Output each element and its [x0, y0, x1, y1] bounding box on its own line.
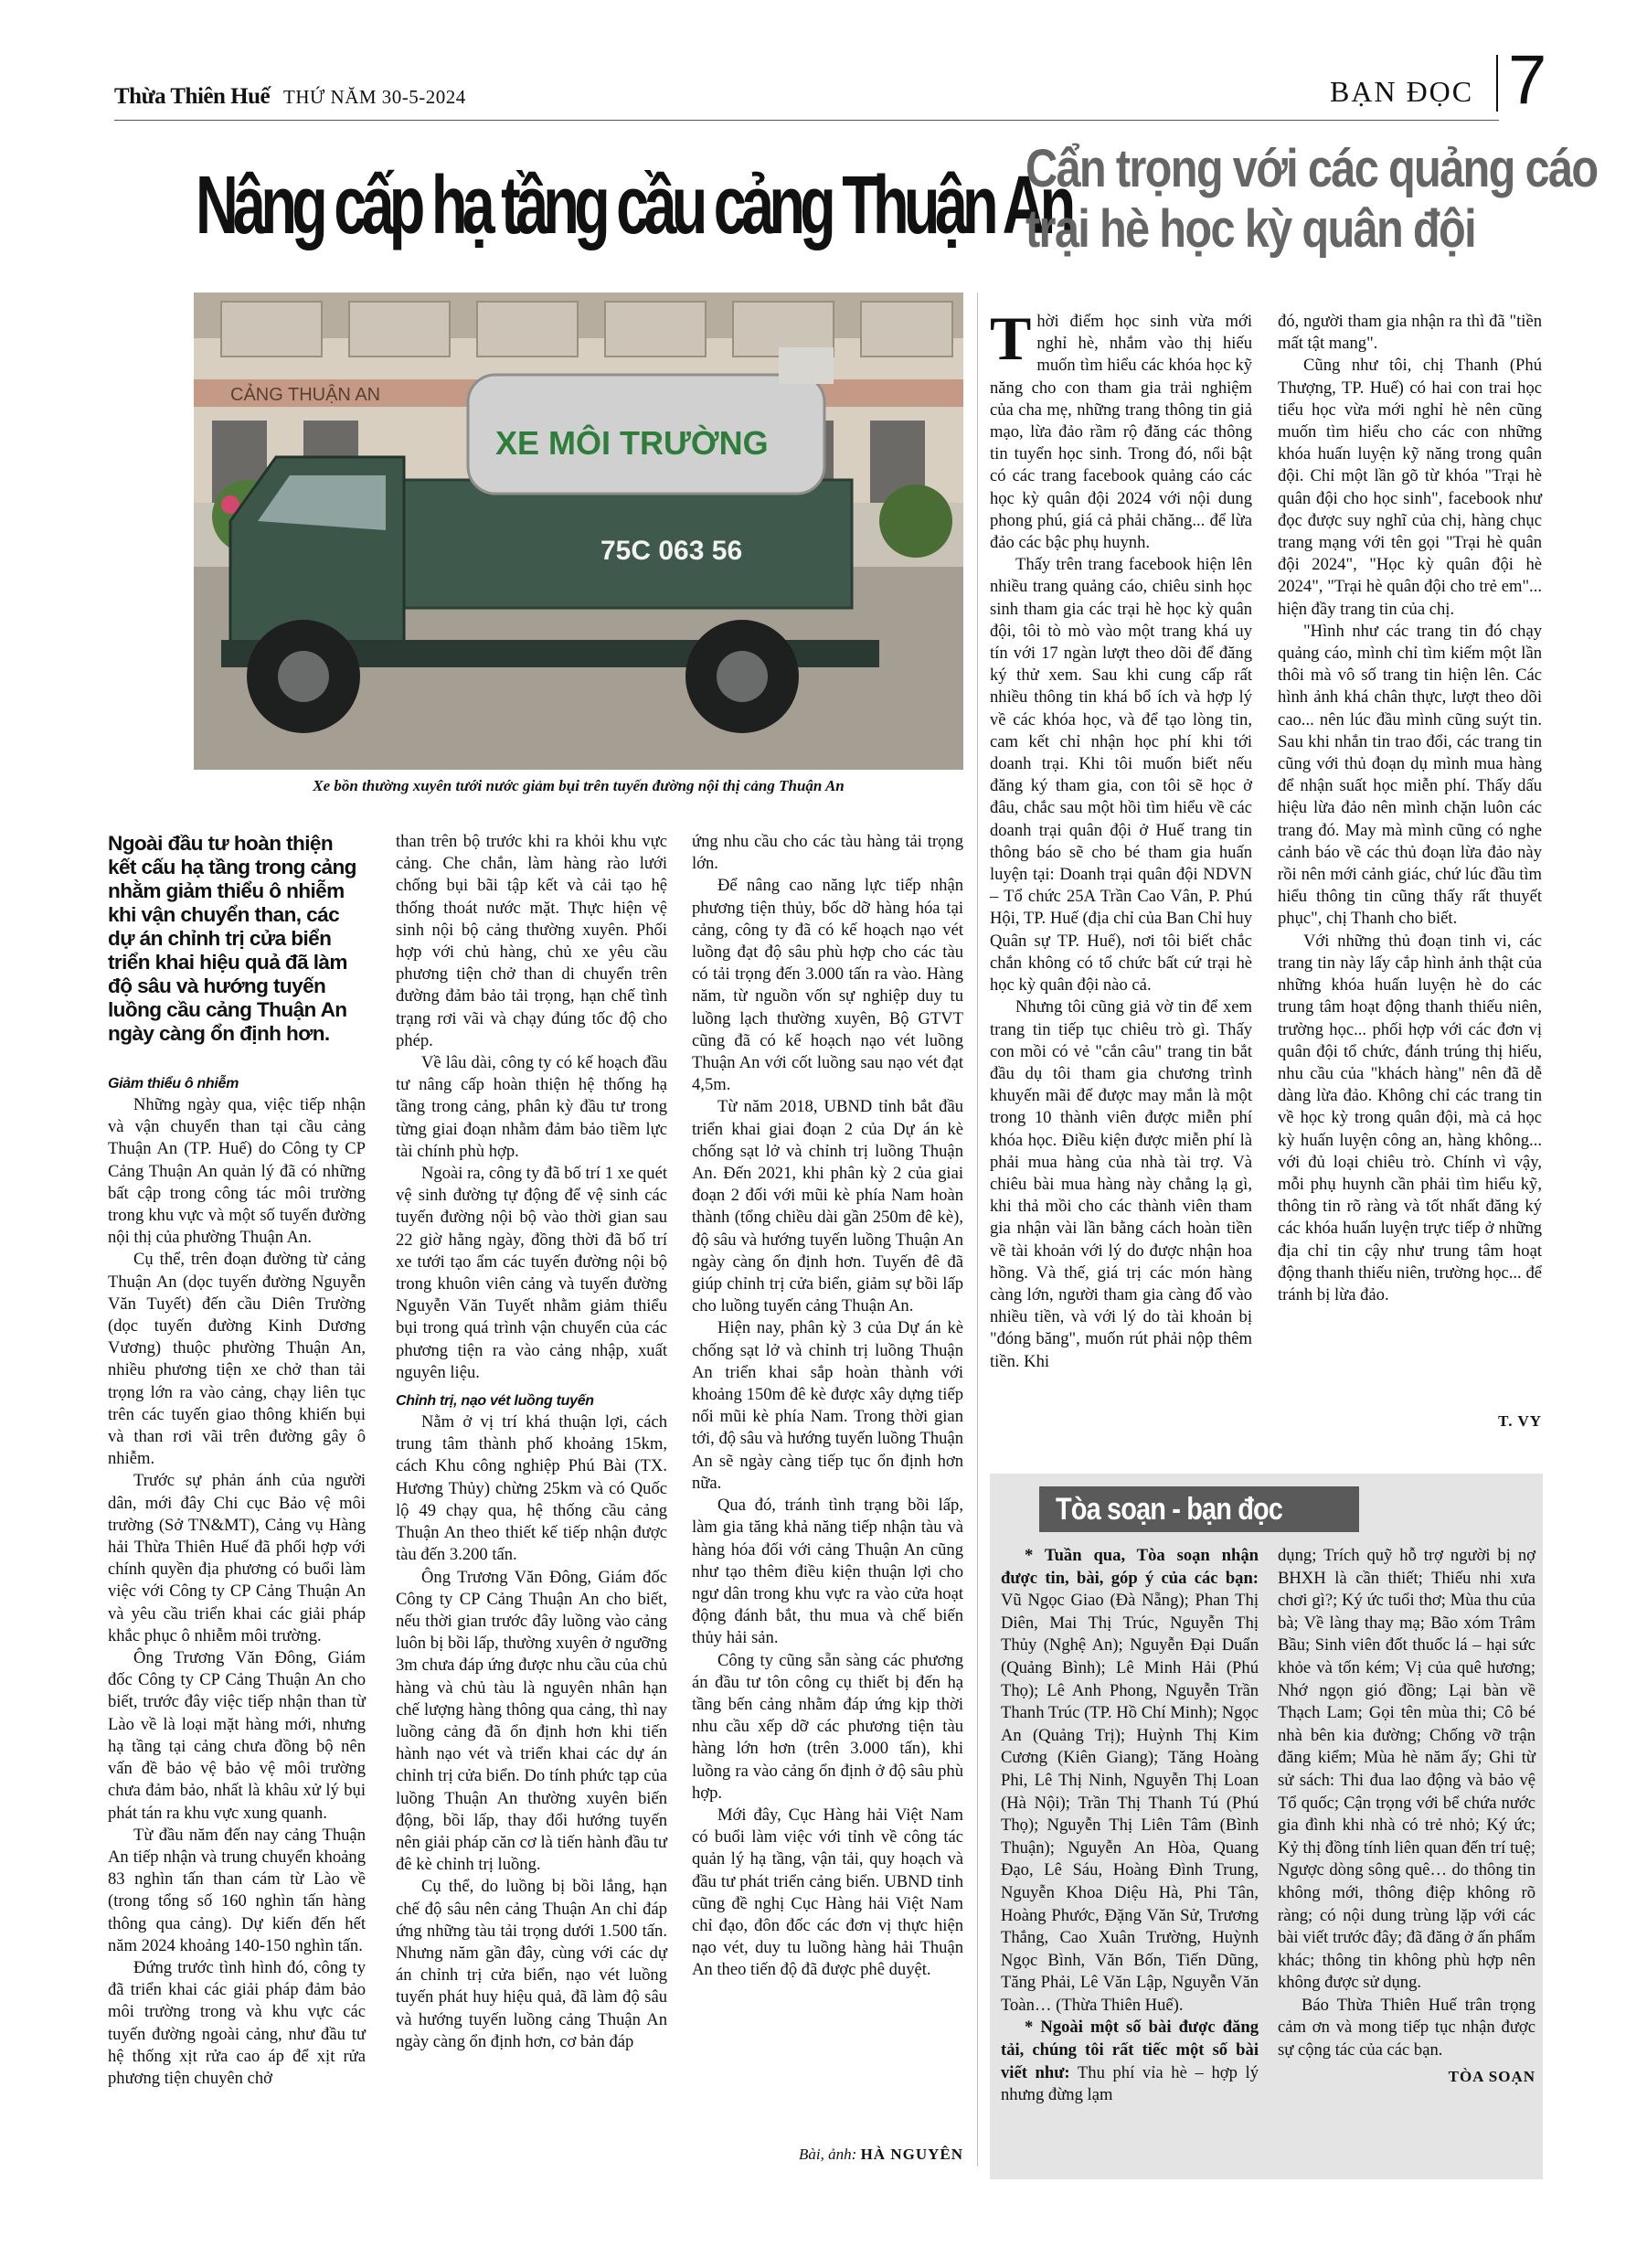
- article2-column-2: [1278, 311, 1542, 1306]
- dump-truck-illustration: [194, 293, 963, 770]
- paragraph: Thời điểm học sinh vừa mới nghỉ hè, nhắm vào thị hiếu muốn tìm hiểu các khóa học kỹ năng cho con tham gia trải nghiệm của cha mẹ, những trang thông tin giả mạo, lừa đảo rầm rộ đăng các thông tin tuyển học sinh. Trong đó, nổi bật có các trang facebook quảng cáo các học kỳ quân đội 2024 với nội dung phong phú, giá cả phải chăng... để lừa đảo các bậc phụ huynh.: [990, 303, 1252, 553]
- toasoan-received-list: * Tuần qua, Tòa soạn nhận được tin, bài, góp ý của các bạn: Vũ Ngọc Giao (Đà Nẵng); Phan Thị Diên, Mai Thị Trúc, Nguyễn Thị Thủy (Nghệ An); Nguyễn Đại Duẩn (Quảng Bình); Lê Minh Hải (Phú Thọ); Lê Anh Phong, Nguyễn Trần Thanh Trúc (TP. Hồ Chí Minh); Ngọc An (Quảng Trị); Huỳnh Thị Kim Cương (Kiên Giang); Tăng Hoàng Phi, Lê Thị Ninh, Nguyễn Thị Loan (Hà Nội); Trần Thị Thanh Tú (Phú Thọ); Nguyễn Thị Liên Tâm (Bình Thuận); Nguyễn An Hòa, Quang Đạo, Lê Sáu, Hoàng Đình Trung, Nguyễn Khoa Diệu Hà, Phi Tân, Hoàng Phước, Đặng Văn Sử, Trương Thắng, Cao Xuân Trường, Huỳnh Ngọc Bình, Văn Bốn, Tiến Dũng, Tăng Phải, Lê Văn Lập, Nguyễn Văn Toàn… (Thừa Thiên Huế).: [1001, 1546, 1259, 2015]
- paragraph: Mới đây, Cục Hàng hải Việt Nam có buổi làm việc với tỉnh về công tác quản lý hạ tầng, vận tải, quy hoạch và đầu tư phát triển cảng biển. UBND tỉnh cũng đề nghị Cục Hàng hải Việt Nam chỉ đạo, đôn đốc các đơn vị thực hiện nạo vét, duy tu luồng hàng hải Thuận An theo tiến độ đã được phê duyệt.: [692, 1805, 963, 1980]
- paragraph: Cũng như tôi, chị Thanh (Phú Thượng, TP. Huế) có hai con trai học tiểu học vừa mới nghỉ hè nên cũng muốn tìm hiểu cho các con những khóa huấn luyện kỹ năng trong quân đội. Chỉ một lần gõ từ khóa "Trại hè quân đội cho học sinh", facebook như đọc được suy nghĩ của chị, hàng chục trang mạng với tên gọi "Trại hè quân đội 2024", "Học kỳ quân đội hè 2024", "Trại hè quân đội cho trẻ em"... hiện đầy trang tin của chị.: [1278, 356, 1542, 619]
- article1-column-2: [396, 831, 667, 2053]
- article2-byline: T. VY: [1498, 1412, 1542, 1430]
- paragraph: Từ năm 2018, UBND tỉnh bắt đầu triển khai giai đoạn 2 của Dự án kè chống sạt lở và chỉnh trị luồng Thuận An. Đến 2021, khi phân kỳ 2 của giai đoạn 2 đối với mũi kè phía Nam hoàn thành (tổng chiều dài gần 250m đê kè), độ sâu và hướng tuyến luồng Thuận An ngày càng ổn định hơn. Tuyến đê đã giúp chỉnh trị cửa biển, giảm sự bồi lấp cho luồng tuyến cảng Thuận An.: [692, 1097, 963, 1316]
- paragraph: Trước sự phản ánh của người dân, mới đây Chi cục Bảo vệ môi trường (Sở TN&MT), Cảng vụ Hàng hải Thừa Thiên Huế đã phối hợp với chính quyền địa phương có buổi làm việc với Công ty CP Cảng Thuận An và yêu cầu triển khai các giải pháp khắc phục ô nhiễm môi trường.: [108, 1471, 366, 1645]
- paragraph: Công ty cũng sẵn sàng các phương án đầu tư tôn công cụ thiết bị đến hạ tầng bến cảng nhằm đáp ứng kịp thời nhu cầu xếp dỡ các phương tiện tàu hàng lớn hơn (trên 3.000 tấn), khi luồng ra vào cảng ổn định ở độ sâu phù hợp.: [692, 1650, 963, 1803]
- paragraph: Ông Trương Văn Đông, Giám đốc Công ty CP Cảng Thuận An cho biết, nếu thời gian trước đây luồng vào cảng luôn bị bồi lấp, thường xuyên ở ngưỡng 3m chưa đáp ứng được nhu cầu của chủ hàng và chủ tàu là nguyên nhân hạn chế lượng hàng thông qua cảng, thì nay luồng cảng đã ổn định hơn khi tiến hành nạo vét và triển khai các dự án chỉnh trị cửa biển. Do tính phức tạp của luồng Thuận An thường xuyên biến động, bồi lấp, thay đổi hướng tuyến nên giải pháp căn cơ là tiến hành đầu tư đê kè chỉnh trị luồng.: [396, 1567, 667, 1875]
- paragraph: Nhưng tôi cũng giả vờ tin để xem trang tin tiếp tục chiêu trò gì. Thấy con mồi có vẻ "cắn câu" trang tin bắt đầu dụ tôi tham gia chương trình khuyến mãi để được may mắn là một trong 10 thành viên được miễn phí khóa học. Điều kiện được miễn phí là phải mua hàng của nhà tài trợ. Và chiêu bài mua hàng này chẳng lạ gì, khi thả mồi cho các thành viên tham gia nhận vài lần bằng cách hoàn tiền về tài khoản với lý do được nhận hoa hồng. Và thế, giá trị các món hàng càng lớn, người tham gia càng đổ vào nhiều tiền, và với lý do tài khoản bị "đóng băng", muốn rút phải nộp thêm tiền. Khi: [990, 997, 1252, 1371]
- paragraph: Cụ thể, trên đoạn đường từ cảng Thuận An (dọc tuyến đường Nguyễn Văn Tuyết) đến cầu Diên Trường (dọc tuyến đường Kinh Dương Vương) thuộc phường Thuận An, nhiều phương tiện xe chở than tải trọng lớn ra vào cảng, chạy liên tục trên các tuyến giao thông khiến bụi và than rơi vãi trên đường gây ô nhiễm.: [108, 1250, 366, 1469]
- paragraph: Đứng trước tình hình đó, công ty đã triển khai các giải pháp đảm bảo môi trường trong và khu vực các tuyến đường ngoài cảng, như đầu tư hệ thống xịt rửa cao áp để xịt rửa phương tiện chuyên chở: [108, 1957, 366, 2088]
- article1-lead: Ngoài đầu tư hoàn thiện kết cấu hạ tầng trong cảng nhằm giảm thiểu ô nhiễm khi vận chuyển than, các dự án chỉnh trị cửa biển triển khai hiệu quả đã làm độ sâu và hướng tuyến luồng cầu cảng Thuận An ngày càng ổn định hơn.: [108, 832, 356, 1045]
- article2-column-1: [990, 303, 1252, 1373]
- masthead-date: THỨ NĂM 30-5-2024: [283, 86, 466, 108]
- article1-column-3: [692, 831, 963, 1982]
- byline-author: HÀ NGUYÊN: [860, 2146, 963, 2163]
- tank-label: XE MÔI TRƯỜNG: [495, 424, 769, 462]
- article2-title-line2: trại hè học kỳ quân đội: [1025, 199, 1475, 259]
- article1-column-1: [108, 1072, 366, 2090]
- paragraph: "Hình như các trang tin đó chạy quảng cáo, mình chỉ tìm kiếm một lần thôi mà vô số trang tin hiện lên. Các hình ảnh khá chân thực, lượt theo dõi cao... nên lúc đầu mình cũng suýt tin. Sau khi nhắn tin trao đổi, các trang tin cũng với thủ đoạn dụ mình mua hàng để nhận suất học miễn phí. Thấy dấu hiệu lừa đảo nên mình chặn luôn các trang đó. May mà mình cũng có nghe cảnh báo về các thủ đoạn lừa đảo này rồi nên mới cảnh giác, chứ lúc đầu tìm hiểu thông tin cũng thấy rất thuyết phục", chị Thanh cho biết.: [1278, 621, 1542, 929]
- toasoan-sign: TÒA SOẠN: [1448, 2067, 1535, 2085]
- page-number: 7: [1508, 41, 1547, 119]
- article1-photo: [194, 293, 963, 770]
- paragraph: Cụ thể, do luồng bị bồi lắng, hạn chế độ sâu nên cảng Thuận An chỉ đáp ứng những tàu tải trọng dưới 1.500 tấn. Nhưng năm gần đây, cùng với các dự án chỉnh trị cửa biển, nạo vét luồng tuyến phát huy hiệu quả, đã làm độ sâu và hướng tuyến luồng cảng Thuận An ngày càng ổn định hơn, cơ bản đáp: [396, 1877, 667, 2051]
- building-sign: CẢNG THUẬN AN: [230, 385, 381, 405]
- paragraph: Thấy trên trang facebook hiện lên nhiều trang quảng cáo, chiêu sinh học sinh tham gia các trại hè học kỳ quân đội, tôi tò mò vào một trang khá uy tín với 17 ngàn lượt theo dõi để đăng ký thử xem. Sau khi cung cấp rất nhiều thông tin khá bổ ích và hợp lý về các khóa học, và để tạo lòng tin, cam kết chỉ nhận học phí khi tới doanh trại. Khi tôi muốn biết nếu đăng ký tham gia, con tôi sẽ học ở đâu, chắc sau một hồi tìm hiểu về các doanh trại quân đội ở Huế trang tin thông báo sẽ cho bé tham gia huấn luyện tại: Doanh trại quân đội NDVN – Tổ chức 25A Trần Cao Vân, P. Phú Hội, TP. Huế (địa chỉ của Ban Chỉ huy Quân sự TP. Huế), nơi tôi biết chắc chắn không có tổ chức bất cứ trại hè học kỳ quân đội nào cả.: [990, 555, 1252, 996]
- paragraph: than trên bộ trước khi ra khỏi khu vực cảng. Che chắn, làm hàng rào lưới chống bụi bãi tập kết và cải tạo hệ thống thoát nước mặt. Thực hiện vệ sinh nội bộ cảng thường xuyên. Phối hợp với chủ hàng, chủ xe yêu cầu phương tiện chở than di chuyển trên đường đảm bảo tải trọng, hạn chế tình trạng rơi vãi và chạy đúng tốc độ cho phép.: [396, 832, 667, 1050]
- section-label: BẠN ĐỌC: [1330, 75, 1474, 108]
- article2-title: [1025, 139, 1598, 260]
- paragraph: Với những thủ đoạn tinh vi, các trang tin này lấy cắp hình ảnh thật của những khóa huấn luyện hè do các trung tâm hoạt động thanh thiếu niên, trường học... phối hợp với các đơn vị quân đội tổ chức, đánh trúng thị hiếu, nhu cầu của "khách hàng" nên đã dễ dàng lừa đảo. Không chỉ các trang tin về học kỳ trong quân đội, mà cả học kỳ huấn luyện công an, hàng không... với đủ loại chiêu trò. Chính vì vậy, mỗi phụ huynh cần phải tìm hiểu kỹ, thông tin rõ ràng và tốt nhất đăng ký các khóa huấn luyện trực tiếp ở những địa chỉ tin cậy như trung tâm hoạt động thanh thiếu niên, trường học... để tránh bị lừa đảo.: [1278, 931, 1542, 1304]
- paragraph: Ông Trương Văn Đông, Giám đốc Công ty CP Cảng Thuận An cho biết, trước đây việc tiếp nhận than từ Lào về là loại mặt hàng mới, nhưng hạ tầng tại cảng chưa đồng bộ nên vấn đề bảo vệ bảo vệ môi trường chưa đảm bảo, nhất là khâu xử lý bụi phát tán ra khu vực xung quanh.: [108, 1648, 366, 1823]
- paragraph: Nằm ở vị trí khá thuận lợi, cách trung tâm thành phố khoảng 15km, cách Khu công nghiệp Phú Bài (TX. Hương Thủy) chừng 25km và có Quốc lộ 49 chạy qua, hệ thống cầu cảng Thuận An theo thiết kế tiếp nhận được tàu đến 3.200 tấn.: [396, 1412, 667, 1565]
- subheading-chinh-tri: Chỉnh trị, nạo vét luồng tuyến: [396, 1393, 594, 1410]
- subheading-giam-thieu: Giảm thiểu ô nhiễm: [108, 1076, 239, 1091]
- paragraph: Ngoài ra, công ty đã bố trí 1 xe quét vệ sinh đường tự động để vệ sinh các tuyến đường nội bộ vào thời gian sau 22 giờ hằng ngày, đồng thời đã bố trí xe tưới tạo ẩm các tuyến đường nội bộ trong khuôn viên cảng và tuyến đường Nguyễn Văn Tuyết nhằm giảm thiểu bụi trong quá trình vận chuyển của các phương tiện ra vào cảng nhập, xuất nguyên liệu.: [396, 1164, 667, 1382]
- paragraph: Về lâu dài, công ty có kế hoạch đầu tư nâng cấp hoàn thiện hệ thống hạ tầng trong cảng, phân kỳ đầu tư trong từng giai đoạn nhằm đảm bảo tiềm lực tài chính phù hợp.: [396, 1053, 667, 1161]
- toasoan-rejected-list: dụng; Trích quỹ hỗ trợ người bị nợ BHXH là cần thiết; Thiếu nhi xưa chơi gì?; Ký ức tuổi thơ; Mùa thu của bà; Về làng thay mạ; Bão xóm Trâm Bầu; Sinh viên đốt thuốc lá – hại sức khỏe và tốn kém; Vị của quê hương; Nhớ ngọn gió đồng; Lại bàn về Thạch Lam; Gọi tên mùa thi; Cô bé nhà bên kia đường; Chống vỡ trận đăng kiểm; Mùa hè năm ấy; Ghi từ sử sách: Thi đua lao động và bảo vệ Tổ quốc; Cận trọng với bể chứa nước gia đình khi nhà có trẻ nhỏ; Ký ức; Kỷ thị đồng tính liên quan đến trí tuệ; Ngược dòng sông quê… do thông tin không mới, thông điệp không rõ ràng; có nội dung trùng lặp với các bài viết trước đây; đã đăng ở ấn phẩm khác; thông tin không phù hợp nên không được sử dụng.: [1278, 1546, 1535, 1993]
- paragraph: Hiện nay, phân kỳ 3 của Dự án kè chống sạt lở và chỉnh trị luồng Thuận An triển khai sắp hoàn thành với khoảng 150m đê kè được xây dựng tiếp nối mũi kè phía Nam. Trong thời gian tới, độ sâu và hướng tuyến luồng Thuận An sẽ ngày càng tiếp tục ổn định hơn nữa.: [692, 1318, 963, 1493]
- toasoan-heading: Tòa soạn - bạn đọc: [1056, 1492, 1283, 1527]
- vehicle-plate: 75C 063 56: [600, 536, 743, 566]
- article2-title-line1: Cẩn trọng với các quảng cáo: [1025, 139, 1598, 198]
- drop-cap: T: [990, 303, 1032, 373]
- toasoan-column-1: [1001, 1545, 1259, 2107]
- toasoan-column-2: [1278, 1545, 1535, 2086]
- paragraph: Để nâng cao năng lực tiếp nhận phương tiện thủy, bốc dỡ hàng hóa tại cảng, công ty đã có kế hoạch nạo vét luồng đạt độ sâu phù hợp cho các tàu có tải trọng đến 3.000 tấn ra vào. Hàng năm, từ nguồn vốn sự nghiệp duy tu luồng lạch thường xuyên, Bộ GTVT cũng đã có kế hoạch nạo vét luồng Thuận An với cốt luồng sau nạo vét đạt 4,5m.: [692, 876, 963, 1095]
- paragraph: Từ đầu năm đến nay cảng Thuận An tiếp nhận và trung chuyển khoảng 83 nghìn tấn than cám từ Lào về (trong tổng số 160 nghìn tấn hàng thông qua cảng). Dự kiến đến hết năm 2024 khoảng 140-150 nghìn tấn.: [108, 1825, 366, 1955]
- masthead-paper-name: Thừa Thiên Huế: [114, 84, 271, 109]
- header-rule: [114, 120, 1499, 121]
- header-divider: [1496, 55, 1498, 112]
- paragraph: ứng nhu cầu cho các tàu hàng tải trọng lớn.: [692, 832, 963, 874]
- byline-prefix: Bài, ảnh:: [799, 2146, 857, 2163]
- paragraph: Qua đó, tránh tình trạng bồi lấp, làm gia tăng khả năng tiếp nhận tàu và hàng hóa đối với cảng Thuận An cũng như tạo thêm điều kiện thuận lợi cho ngư dân trong khu vực ra vào cửa hoạt động đánh bắt, thu mua và chế biến thủy hải sản.: [692, 1496, 963, 1648]
- paragraph: Những ngày qua, việc tiếp nhận và vận chuyển than tại cầu cảng Thuận An (TP. Huế) do Công ty CP Cảng Thuận An quản lý đã có những bất cập trong công tác môi trường trong khu vực và một số tuyến đường nội thị của phường Thuận An.: [108, 1095, 366, 1248]
- article1-byline: [692, 2146, 963, 2164]
- column-separator: [977, 293, 978, 2167]
- toasoan-rejected-intro: * Ngoài một số bài được đăng tải, chúng tôi rất tiếc một số bài viết như: Thu phí vỉa hè – hợp lý nhưng đừng lạm: [1001, 2018, 1259, 2105]
- article1-photo-caption: Xe bồn thường xuyên tưới nước giảm bụi trên tuyến đường nội thị cảng Thuận An: [313, 777, 845, 794]
- article1-title: Nâng cấp hạ tầng cầu cảng Thuận An: [196, 160, 1071, 251]
- toasoan-closing: Báo Thừa Thiên Huế trân trọng cảm ơn và mong tiếp tục nhận được sự cộng tác của các bạn.: [1278, 1995, 1535, 2060]
- paragraph: đó, người tham gia nhận ra thì đã "tiền mất tật mang".: [1278, 312, 1542, 354]
